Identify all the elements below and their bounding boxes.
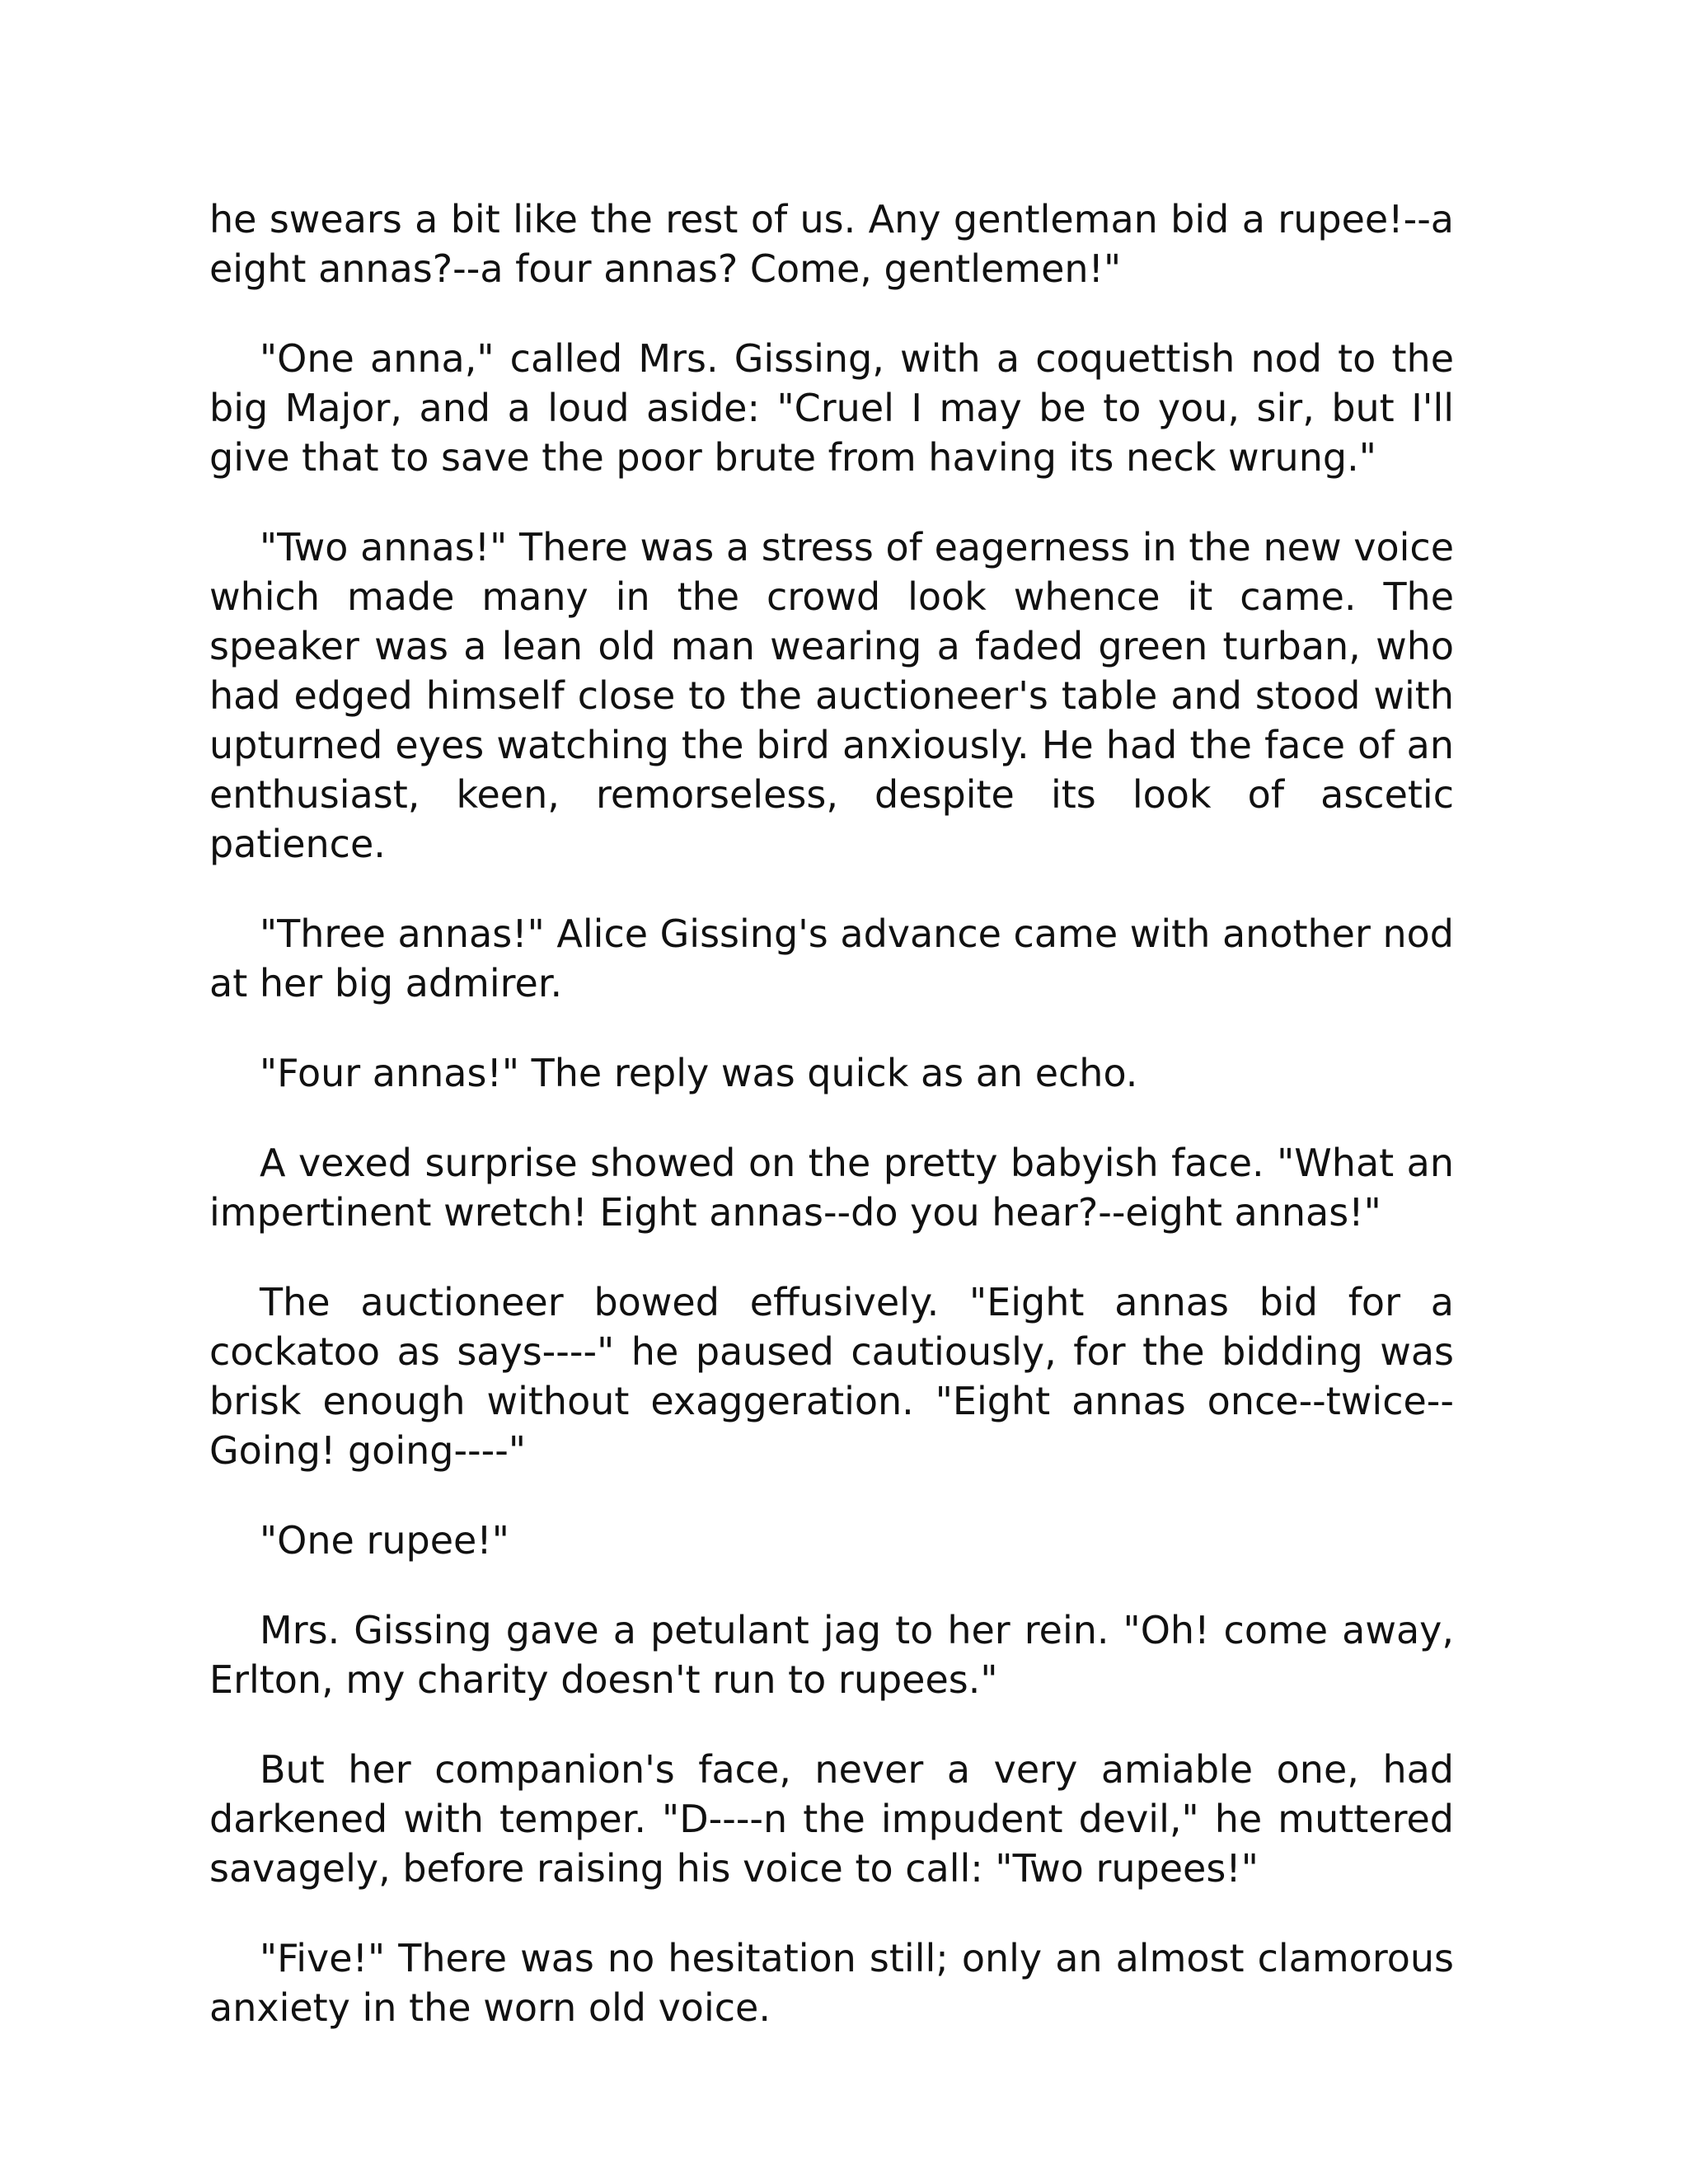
paragraph-6: A vexed surprise showed on the pretty babyish face. "What an impertinent wretch! Eight annas--do you hear?--eight annas!" <box>209 1141 1454 1235</box>
paragraph-8: "One rupee!" <box>260 1518 509 1563</box>
paragraph-1: he swears a bit like the rest of us. Any gentleman bid a rupee!--a eight annas?--a four annas? Come, gentlemen!" <box>209 197 1454 291</box>
paragraph-11: "Five!" There was no hesitation still; only an almost clamorous anxiety in the worn old voice. <box>209 1936 1454 2030</box>
paragraph-9: Mrs. Gissing gave a petulant jag to her rein. "Oh! come away, Erlton, my charity doesn't run to rupees." <box>209 1608 1454 1702</box>
paragraph-7: The auctioneer bowed effusively. "Eight annas bid for a cockatoo as says----" he paused cautiously, for the bidding was brisk enough without exaggeration. "Eight annas once--twice--Going! going----" <box>209 1280 1454 1473</box>
document-page <box>209 194 1454 2073</box>
paragraph-2: "One anna," called Mrs. Gissing, with a coquettish nod to the big Major, and a loud aside: "Cruel I may be to you, sir, but I'll give that to save the poor brute from having its neck wrung." <box>209 336 1454 480</box>
paragraph-5: "Four annas!" The reply was quick as an echo. <box>260 1051 1138 1095</box>
paragraph-4: "Three annas!" Alice Gissing's advance came with another nod at her big admirer. <box>209 912 1454 1005</box>
paragraph-3: "Two annas!" There was a stress of eagerness in the new voice which made many in the crowd look whence it came. The speaker was a lean old man wearing a faded green turban, who had edged himself close to the auctioneer's table and stood with upturned eyes watching the bird anxiously. He had the face of an enthusiast, keen, remorseless, despite its look of ascetic patience. <box>209 525 1454 866</box>
paragraph-10: But her companion's face, never a very amiable one, had darkened with temper. "D----n the impudent devil," he muttered savagely, before raising his voice to call: "Two rupees!" <box>209 1747 1454 1891</box>
